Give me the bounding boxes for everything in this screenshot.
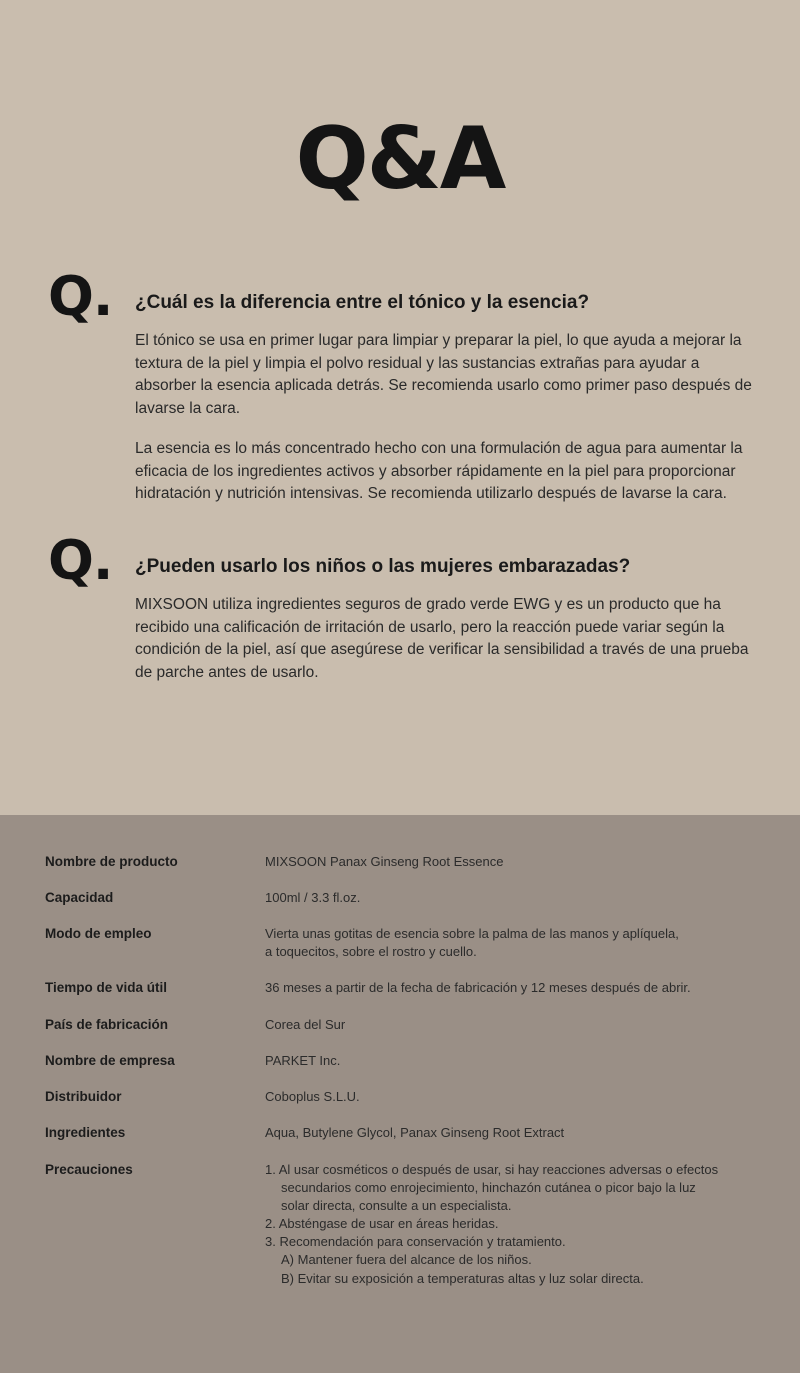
precaution-1-line-2: secundarios como enrojecimiento, hinchazón cutánea o picor bajo la luz (281, 1179, 696, 1195)
list-item (265, 1215, 765, 1233)
spec-label-modo-de-empleo: Modo de empleo (45, 926, 152, 942)
spec-value-distribuidor: Coboplus S.L.U. (265, 1089, 360, 1105)
table-row (35, 1016, 765, 1034)
spec-label-distribuidor: Distribuidor (45, 1089, 122, 1105)
spec-value-pais-de-fabricacion: Corea del Sur (265, 1016, 346, 1032)
question-mark-icon: Q. (48, 264, 113, 328)
spec-value-capacidad: 100ml / 3.3 fl.oz. (265, 889, 361, 905)
table-row (35, 853, 765, 871)
spec-label-nombre-de-empresa: Nombre de empresa (45, 1052, 175, 1068)
precaution-3-sub-b: B) Evitar su exposición a temperaturas altas y luz solar directa. (281, 1270, 644, 1286)
precaution-3: 3. Recomendación para conservación y tratamiento. (265, 1234, 566, 1250)
spec-value-nombre-de-producto: MIXSOON Panax Ginseng Root Essence (265, 853, 504, 869)
product-info-page (0, 58, 800, 1373)
qa-question-1: ¿Cuál es la diferencia entre el tónico y la esencia? (135, 291, 590, 313)
precaution-3-sub-a: A) Mantener fuera del alcance de los niños. (281, 1252, 532, 1268)
qa-answer-1 (135, 330, 760, 505)
precaution-2: 2. Absténgase de usar en áreas heridas. (265, 1216, 499, 1232)
list-item (265, 1161, 765, 1216)
spec-value-modo-de-empleo (265, 925, 765, 961)
specifications-table (35, 815, 765, 1288)
spec-value-nombre-de-empresa: PARKET Inc. (265, 1052, 341, 1068)
spec-label-pais-de-fabricacion: País de fabricación (45, 1016, 169, 1032)
spec-value-tiempo-de-vida-util: 36 meses a partir de la fecha de fabricación y 12 meses después de abrir. (265, 980, 691, 996)
qa-answer-1-paragraph-2: La esencia es lo más concentrado hecho con una formulación de agua para aumentar la eficacia de los ingredientes activos y absorber rápidamente en la piel para proporcionar hidratación y nutrición intensivas. Se recomienda utilizarlo después de lavarse la cara. (135, 440, 743, 503)
spec-label-tiempo-de-vida-util: Tiempo de vida útil (45, 980, 168, 996)
qa-section (0, 58, 800, 815)
spec-label-precauciones: Precauciones (45, 1161, 133, 1177)
qa-question-2: ¿Pueden usarlo los niños o las mujeres embarazadas? (135, 555, 631, 577)
table-row (35, 979, 765, 997)
qa-item-1 (0, 264, 800, 506)
spec-label-ingredientes: Ingredientes (45, 1125, 126, 1141)
specifications-section (0, 815, 800, 1373)
precaution-1-line-3: solar directa, consulte a un especialista. (281, 1197, 512, 1213)
table-row (35, 1161, 765, 1288)
table-row (35, 889, 765, 907)
table-row (35, 1088, 765, 1106)
spec-value-modo-de-empleo-line-2: a toquecitos, sobre el rostro y cuello. (265, 944, 477, 960)
spec-value-ingredientes: Aqua, Butylene Glycol, Panax Ginseng Root Extract (265, 1125, 565, 1141)
table-row (35, 925, 765, 961)
list-item (265, 1233, 765, 1288)
spec-value-modo-de-empleo-line-1: Vierta unas gotitas de esencia sobre la palma de las manos y aplíquela, (265, 926, 679, 942)
qa-item-2 (0, 528, 800, 685)
spec-value-precauciones (265, 1161, 765, 1288)
page-title: Q&A (295, 108, 505, 209)
qa-answer-2 (135, 594, 760, 684)
qa-answer-1-paragraph-1: El tónico se usa en primer lugar para limpiar y preparar la piel, lo que ayuda a mejorar la textura de la piel y limpia el polvo residual y las sustancias extrañas para ayudar a absorber la esencia aplicada detrás. Se recomienda usarlo como primer paso después de lavarse la cara. (135, 332, 752, 417)
table-row (35, 1124, 765, 1142)
precautions-list (265, 1161, 765, 1288)
spec-label-capacidad: Capacidad (45, 889, 114, 905)
table-row (35, 1052, 765, 1070)
qa-answer-2-paragraph-1: MIXSOON utiliza ingredientes seguros de grado verde EWG y es un producto que ha recibido una calificación de irritación de usarlo, pero la reacción puede variar según la condición de la piel, así que asegúrese de verificar la sensibilidad a través de una prueba de parche antes de usarlo. (135, 596, 749, 681)
spec-label-nombre-de-producto: Nombre de producto (45, 853, 178, 869)
question-mark-icon: Q. (48, 528, 113, 592)
precaution-1-line-1: 1. Al usar cosméticos o después de usar, si hay reacciones adversas o efectos (265, 1161, 719, 1177)
